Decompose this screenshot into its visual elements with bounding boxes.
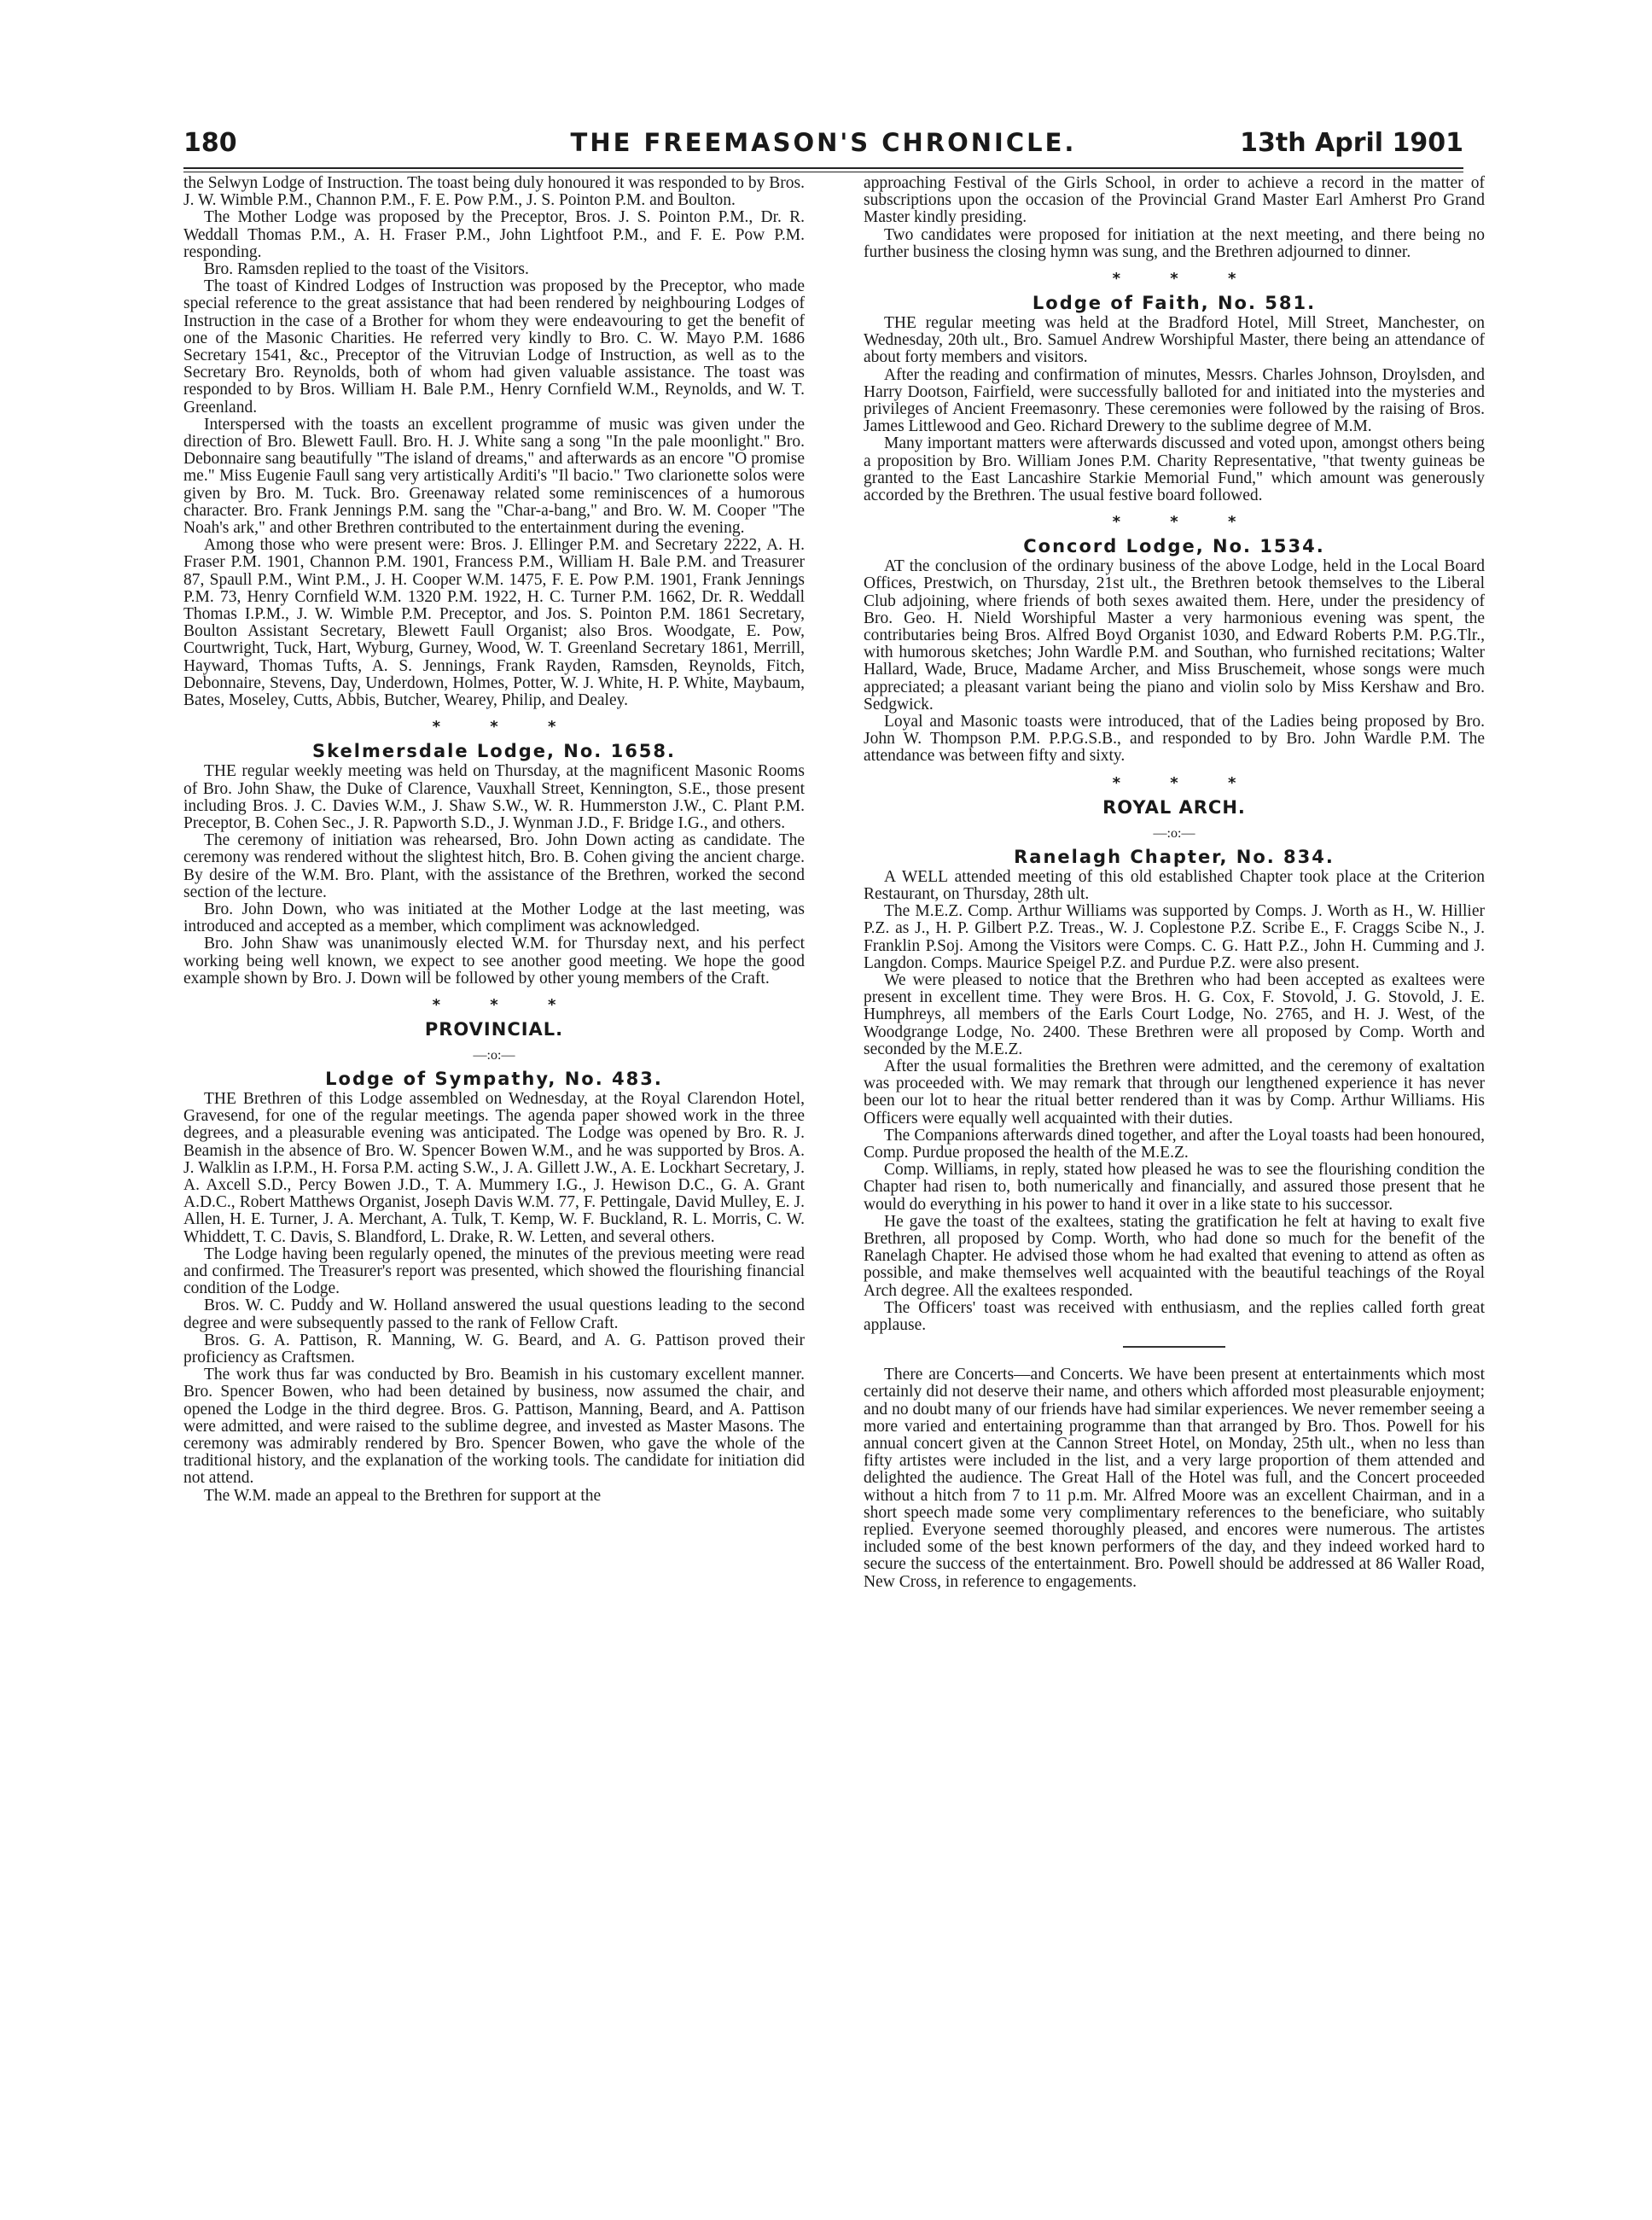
paragraph: The ceremony of initiation was rehearsed, Bro. John Down acting as candidate. The ceremony was rendered without the slightest hitch, Bro. B. Cohen giving the ancient charge. By desire of the W.M. Bro. Plant, with the assistance of the Brethren, worked the second section of the lecture. [183,831,805,901]
heading-provincial: PROVINCIAL. [424,1018,564,1040]
paragraph: The W.M. made an appeal to the Brethren for support at the [204,1486,602,1505]
paragraph: Bros. W. C. Puddy and W. Holland answered the usual questions leading to the second degree and were subsequently passed to the rank of Fellow Craft. [183,1296,805,1332]
right-column [864,175,1485,1591]
paragraph: The Mother Lodge was proposed by the Preceptor, Bros. J. S. Pointon P.M., Dr. R. Weddall Thomas P.M., A. H. Fraser P.M., John Lightfoot P.M., and F. E. Pow P.M. responding. [183,208,805,261]
paragraph: THE regular weekly meeting was held on Thursday, at the magnificent Masonic Rooms of Bro. John Shaw, the Duke of Clarence, Vauxhall Street, Kennington, S.E., those present including Bros. J. C. Davies W.M., J. Shaw S.W., W. R. Hummerston J.W., C. Plant P.M. Preceptor, B. Cohen Sec., J. R. Papworth S.D., J. Wynman J.D., F. Bridge I.G., and others. [183,762,805,832]
paragraph: The Lodge having been regularly opened, the minutes of the previous meeting were read and confirmed. The Treasurer's report was presented, which showed the flourishing financial condition of the Lodge. [183,1244,805,1298]
paragraph: After the reading and confirmation of minutes, Messrs. Charles Johnson, Droylsden, and Harry Dootson, Fairfield, were successfully balloted for and initiated into the mysteries and privileges of Ancient Freemasonry. These ceremonies were followed by the raising of Bros. James Littlewood and Geo. Richard Drewery to the sublime degree of M.M. [864,365,1485,436]
paragraph: The toast of Kindred Lodges of Instruction was proposed by the Preceptor, who made special reference to the great assistance that had been rendered by neighbouring Lodges of Instruction in the case of a Brother for whom they were endeavouring to get the benefit of one of the Masonic Charities. He referred very kindly to Bro. C. W. Mayo P.M. 1686 Secretary 1541, &c., Preceptor of the Vitruvian Lodge of Instruction, as well as to the Secretary Bro. Reynolds, both of whom had given valuable assistance. The toast was responded to by Bros. William H. Bale P.M., Henry Cornfield W.M., Reynolds, and W. T. Greenland. [183,277,805,417]
masthead [183,128,1463,167]
paragraph: There are Concerts—and Concerts. We have been present at entertainments which most certainly did not deserve their name, and others which afforded most pleasurable enjoyment; and no doubt many of our friends have had similar experiences. We never remember seeing a more varied and entertaining programme than that arranged by Bro. Thos. Powell for his annual concert given at the Cannon Street Hotel, on Monday, 25th ult., when no less than fifty artistes were included in the list, and a very large proportion of them attended and delighted the audience. The Great Hall of the Hotel was full, and the Concert proceeded without a hitch from 7 to 11 p.m. Mr. Alfred Moore was an excellent Chairman, and in a short speech made some very complimentary references to the beneficiare, who suitably replied. Everyone seemed thoroughly pleased, and encores were numerous. The artistes included some of the best known performers of the day, and they indeed worked hard to secure the success of the entertainment. Bro. Powell should be addressed at 86 Waller Road, New Cross, in reference to engagements. [864,1366,1485,1591]
paragraph: Many important matters were afterwards discussed and voted upon, amongst others being a proposition by Bro. William Jones P.M. Charity Representative, "that twenty guineas be granted to the East Lancashire Starkie Memorial Fund," which amount was generously accorded by the Brethren. The usual festive board followed. [864,434,1485,505]
paragraph: After the usual formalities the Brethren were admitted, and the ceremony of exaltation was proceeded with. We may remark that through our lengthened experience it has never been our lot to hear the ritual better rendered than it was by Comp. Arthur Williams. His Officers were equally well acquainted with their duties. [864,1057,1485,1127]
heading-lodge-of-faith: Lodge of Faith, No. 581. [1032,293,1317,314]
heading-ranelagh-chapter: Ranelagh Chapter, No. 834. [1014,846,1335,867]
paragraph: THE Brethren of this Lodge assembled on Wednesday, at the Royal Clarendon Hotel, Gravesend, for one of the regular meetings. The agenda paper showed work in the three degrees, and a pleasurable evening was anticipated. The Lodge was opened by Bro. R. J. Beamish in the absence of Bro. W. Spencer Bowen W.M., and he was supported by Bros. A. J. Walklin as I.P.M., H. Forsa P.M. acting S.W., J. A. Gillett J.W., A. E. Lockhart Secretary, J. A. Axcell S.D., Percy Bowen J.D., T. A. Mummery I.G., J. Hewison D.C., G. A. Grant A.D.C., Robert Matthews Organist, Joseph Davis W.M. 77, F. Pettingale, David Mulley, E. J. Allen, H. E. Turner, J. A. Merchant, A. Tulk, T. Kemp, W. F. Buckland, R. L. Morris, C. W. Whiddett, T. C. Davis, S. Blandford, L. Drake, R. W. Letten, and several others. [183,1089,805,1246]
column-divider-rule [1123,1346,1225,1348]
heading-skelmersdale-lodge: Skelmersdale Lodge, No. 1658. [311,741,677,762]
ornament: —:o:— [1153,825,1195,841]
paragraph: Bro. John Down, who was initiated at the Mother Lodge at the last meeting, was introduced and accepted as a member, which compliment was acknowledged. [183,900,805,936]
paragraph: Two candidates were proposed for initiation at the next meeting, and there being no further business the closing hymn was sung, and the Brethren adjourned to dinner. [864,225,1485,261]
section-separator: * * * [432,718,579,737]
header-rule [183,167,1463,172]
paragraph: A WELL attended meeting of this old established Chapter took place at the Criterion Restaurant, on Thursday, 28th ult. [864,867,1485,903]
paragraph: We were pleased to notice that the Brethren who had been accepted as exaltees were present in excellent time. They were Bros. H. G. Cox, F. Stovold, J. G. Stovold, J. E. Humphreys, all members of the Earls Court Lodge, No. 2765, and H. J. West, of the Woodgrange Lodge, No. 2400. These Brethren were all proposed by Comp. Worth and seconded by the M.E.Z. [864,970,1485,1058]
section-separator: * * * [1112,270,1259,288]
issue-date: 13th April 1901 [1240,128,1463,158]
paragraph: The Officers' toast was received with enthusiasm, and the replies called forth great applause. [864,1298,1485,1334]
paragraph: Bros. G. A. Pattison, R. Manning, W. G. Beard, and A. G. Pattison proved their proficiency as Craftsmen. [183,1331,805,1366]
paragraph: THE regular meeting was held at the Bradford Hotel, Mill Street, Manchester, on Wednesday, 20th ult., Bro. Samuel Andrew Worshipful Master, there being an attendance of about forty members and visitors. [864,314,1485,367]
publication-title: THE FREEMASON'S CHRONICLE. [570,128,1077,157]
heading-royal-arch: ROYAL ARCH. [1102,796,1246,818]
left-column [183,175,805,1505]
paragraph: Bro. John Shaw was unanimously elected W.M. for Thursday next, and his perfect working being well known, we expect to see another good meeting. We hope the good example shown by Bro. J. Down will be followed by other young members of the Craft. [183,935,805,988]
paragraph: the Selwyn Lodge of Instruction. The toast being duly honoured it was responded to by Bros. J. W. Wimble P.M., Channon P.M., F. E. Pow P.M., J. S. Pointon P.M. and Boulton. [183,174,805,210]
paragraph: Bro. Ramsden replied to the toast of the Visitors. [204,260,529,279]
paragraph: Interspersed with the toasts an excellent programme of music was given under the direction of Bro. Blewett Faull. Bro. H. J. White sang a song "In the pale moonlight." Bro. Debonnaire sang beautifully "The island of dreams," and afterwards as an encore "O promise me." Miss Eugenie Faull sang very artistically Arditi's "Il bacio." Two clarionette solos were given by Bro. M. Tuck. Bro. Greenaway related some reminiscences of a humorous character. Bro. Frank Jennings P.M. sang the "Char-a-bang," and Bro. W. M. Cooper "The Noah's ark," and other Brethren contributed to the entertainment during the evening. [183,415,805,538]
paragraph: The work thus far was conducted by Bro. Beamish in his customary excellent manner. Bro. Spencer Bowen, who had been detained by business, now assumed the chair, and opened the Lodge in the third degree. Bros. G. Pattison, Manning, Beard, and A. Pattison were admitted, and were raised to the sublime degree, and invested as Master Masons. The ceremony was admirably rendered by Bro. Spencer Bowen, who gave the whole of the traditional history, and the explanation of the working tools. The candidate for initiation did not attend. [183,1366,805,1488]
paragraph: He gave the toast of the exaltees, stating the gratification he felt at having to exalt five Brethren, all proposed by Comp. Worth, who had done so much for the benefit of the Ranelagh Chapter. He advised those whom he had exalted that evening to attend as often as possible, and make themselves well acquainted with the beautiful teachings of the Royal Arch degree. All the exaltees responded. [864,1212,1485,1300]
heading-concord-lodge: Concord Lodge, No. 1534. [1023,536,1325,557]
paragraph: Loyal and Masonic toasts were introduced, that of the Ladies being proposed by Bro. John W. Thompson P.M. P.P.G.S.B., and responded to by Bro. John Wardle P.M. The attendance was between fifty and sixty. [864,713,1485,766]
paragraph: The M.E.Z. Comp. Arthur Williams was supported by Comps. J. Worth as H., W. Hillier P.Z. as J., H. P. Gilbert P.Z. Treas., W. J. Coplestone P.Z. Scribe E., F. Craggs Scibe N., J. Franklin P.Soj. Among the Visitors were Comps. C. G. Hatt P.Z., John H. Cumming and J. Langdon. Comps. Maurice Speigel P.Z. and Purdue P.Z. were also present. [864,902,1485,972]
paragraph: approaching Festival of the Girls School, in order to achieve a record in the matter of subscriptions upon the occasion of the Provincial Grand Master Earl Amherst Pro Grand Master kindly presiding. [864,174,1485,227]
section-separator: * * * [432,995,579,1014]
paragraph: The Companions afterwards dined together, and after the Loyal toasts had been honoured, Comp. Purdue proposed the health of the M.E.Z. [864,1126,1485,1162]
page-number: 180 [183,128,237,158]
heading-lodge-of-sympathy: Lodge of Sympathy, No. 483. [325,1068,663,1089]
paragraph: Comp. Williams, in reply, stated how pleased he was to see the flourishing condition the Chapter had risen to, both numerically and financially, and assured those present that he would do everything in his power to hand it over in a like state to his successor. [864,1161,1485,1214]
section-separator: * * * [1112,513,1259,532]
paragraph: Among those who were present were: Bros. J. Ellinger P.M. and Secretary 2222, A. H. Fraser P.M. 1901, Channon P.M. 1901, Francess P.M., William H. Bale P.M. and Treasurer 87, Spaull P.M., Wint P.M., J. H. Cooper W.M. 1475, F. E. Pow P.M. 1901, Frank Jennings P.M. 73, Henry Cornfield W.M. 1320 P.M. 1922, H. C. Turner P.M. 1662, Dr. R. Weddall Thomas I.P.M., J. W. Wimble P.M. Preceptor, and Jos. S. Pointon P.M. 1861 Secretary, Boulton Assistant Secretary, Blewett Faull Organist; also Bros. Woodgate, E. Pow, Courtwright, Tuck, Hart, Wyburg, Gurney, Wood, W. T. Greenland Secretary 1861, Merrill, Hayward, Thomas Tufts, A. S. Jennings, Frank Rayden, Ramsden, Reynolds, Fitch, Debonnaire, Stevens, Day, Underdown, Holmes, Potter, W. J. White, H. P. White, Maybaum, Bates, Moseley, Cutts, Abbis, Butcher, Wearey, Philip, and Dealey. [183,536,805,710]
section-separator: * * * [1112,773,1259,792]
ornament: —:o:— [473,1047,515,1063]
paragraph: AT the conclusion of the ordinary business of the above Lodge, held in the Local Board Offices, Prestwich, on Thursday, 21st ult., the Brethren betook themselves to the Liberal Club adjoining, where friends of both sexes awaited them. Here, under the presidency of Bro. Geo. H. Nield Worshipful Master a very harmonious evening was spent, the contributaries being Bros. Alfred Boyd Organist 1030, and Edward Roberts P.M. P.G.Tlr., with humorous sketches; John Wardle P.M. and Southan, who furnished recitations; Walter Hallard, Wade, Bruce, Madame Archer, and Miss Bruschemeit, whose songs were much appreciated; a pleasant variant being the piano and violin solo by Miss Kershaw and Bro. Sedgwick. [864,557,1485,714]
